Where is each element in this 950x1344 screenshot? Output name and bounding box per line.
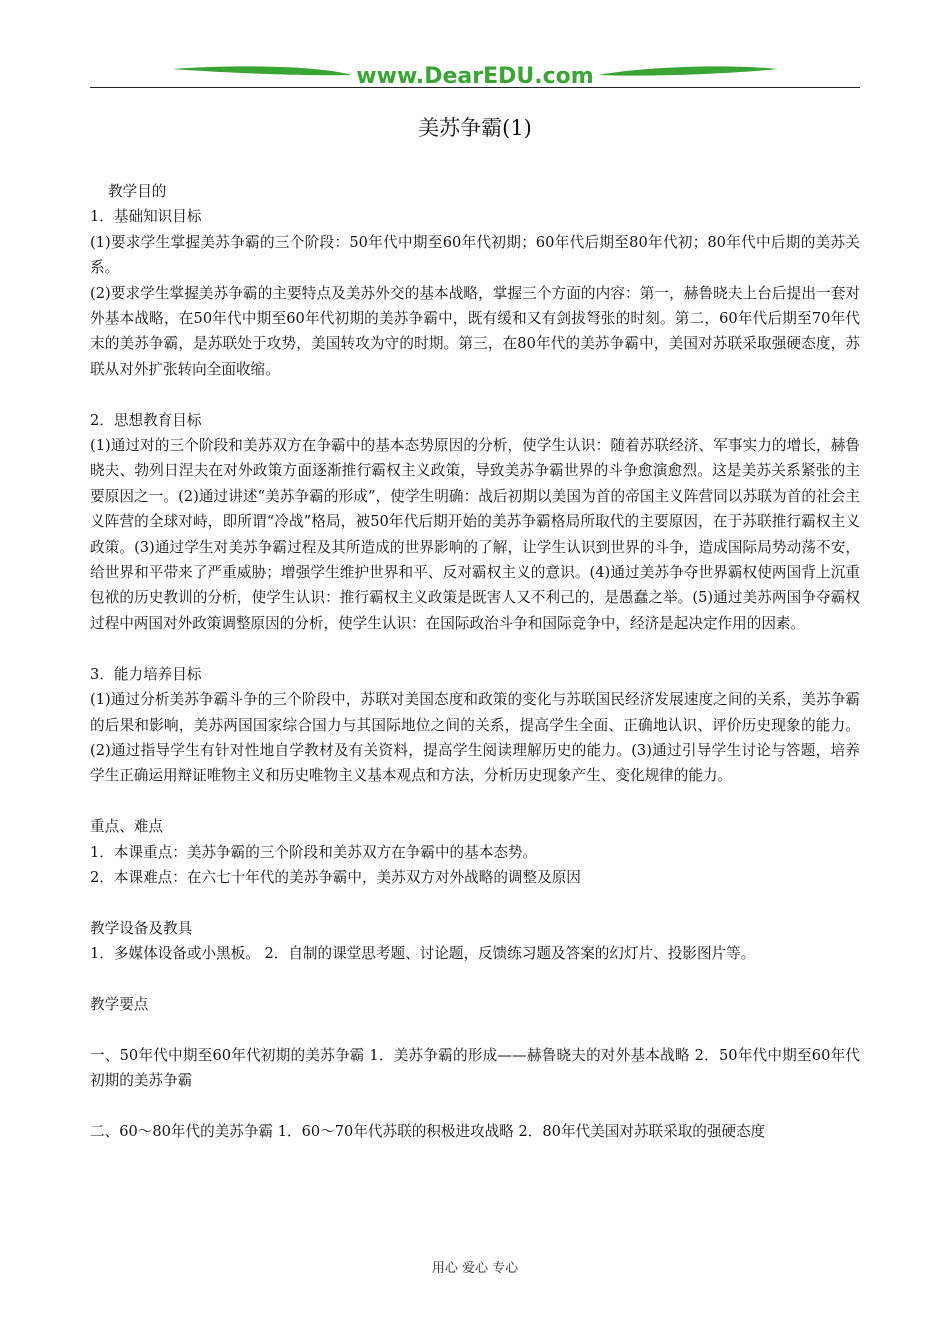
page-title: 美苏争霸(1) — [418, 116, 532, 140]
ideology-paragraph: (1)通过对的三个阶段和美苏双方在争霸中的基本态势原因的分析，使学生认识：随着苏联经济、军事实力的增长，赫鲁晓夫、勃列日涅夫在对外政策方面逐渐推行霸权主义政策，导致美苏争霸世界的斗争愈演愈烈。这是美苏关系紧张的主要原因之一。(2)通过讲述“美苏争霸的形成”，使学生明确：战后初期以美国为首的帝国主义阵营同以苏联为首的社会主义阵营的全球对峙，即所谓“冷战”格局，被50年代后期开始的美苏争霸格局所取代的主要原因，在于苏联推行霸权主义政策。(3)通过学生对美苏争霸过程及其所造成的世界影响的了解，让学生认识到世界的斗争，造成国际局势动荡不安，给世界和平带来了严重威胁；增强学生维护世界和平、反对霸权主义的意识。(4)通过美苏争夺世界霸权使两国背上沉重包袱的历史教训的分析，使学生认识：推行霸权主义政策是既害人又不利己的，是愚蠢之举。(5)通过美苏两国争夺霸权过程中两国对外政策调整原因的分析，使学生认识：在国际政治斗争和国际竞争中，经济是起决定作用的因素。 — [90, 437, 860, 632]
ability-heading: 3．能力培养目标 — [90, 665, 202, 683]
ideology-heading: 2．思想教育目标 — [90, 411, 202, 429]
teaching-points-heading: 教学要点 — [90, 995, 149, 1013]
knowledge-paragraph-1: (1)要求学生掌握美苏争霸的三个阶段：50年代中期至60年代初期；60年代后期至80年代初；80年代中后期的美苏关系。 — [90, 233, 860, 277]
key-point-item: 2．本课难点：在六七十年代的美苏争霸中，美苏双方对外战略的调整及原因 — [90, 868, 581, 886]
key-point-item: 1．本课重点：美苏争霸的三个阶段和美苏双方在争霸中的基本态势。 — [90, 843, 538, 861]
equipment-heading: 教学设备及教具 — [90, 919, 193, 937]
teaching-point-item: 一、50年代中期至60年代初期的美苏争霸 1．美苏争霸的形成——赫鲁晓夫的对外基本战略 2．50年代中期至60年代初期的美苏争霸 — [90, 1046, 860, 1090]
equipment-text: 1．多媒体设备或小黑板。 2．自制的课堂思考题、讨论题，反馈练习题及答案的幻灯片、投影图片等。 — [90, 945, 756, 963]
ability-paragraph: (1)通过分析美苏争霸斗争的三个阶段中，苏联对美国态度和政策的变化与苏联国民经济发展速度之间的关系，美苏争霸的后果和影响，美苏两国国家综合国力与其国际地位之间的关系，提高学生全面、正确地认识、评价历史现象的能力。(2)通过指导学生有针对性地自学教材及有关资料，提高学生阅读理解历史的能力。(3)通过引导学生讨论与答题，培养学生正确运用辩证唯物主义和历史唯物主义基本观点和方法，分析历史现象产生、变化规律的能力。 — [90, 691, 860, 785]
document-body — [90, 179, 860, 1144]
site-banner — [90, 60, 860, 90]
teaching-point-item: 二、60～80年代的美苏争霸 1．60～70年代苏联的积极进攻战略 2．80年代美国对苏联采取的强硬态度 — [90, 1122, 766, 1140]
banner-graphic — [90, 60, 860, 90]
right-leaf-swoosh — [598, 66, 778, 75]
left-leaf-swoosh — [172, 66, 352, 75]
key-points-heading: 重点、难点 — [90, 818, 163, 836]
objectives-heading: 教学目的 — [108, 183, 167, 200]
page-footer: 用心 爱心 专心 — [431, 1261, 519, 1276]
header-divider — [90, 87, 860, 88]
site-url: www.DearEDU.com — [356, 64, 594, 89]
knowledge-heading: 1．基础知识目标 — [90, 208, 202, 226]
knowledge-paragraph-2: (2)要求学生掌握美苏争霸的主要特点及美苏外交的基本战略，掌握三个方面的内容：第一，赫鲁晓夫上台后提出一套对外基本战略，在50年代中期至60年代初期的美苏争霸中，既有缓和又有剑拔弩张的时刻。第二，60年代后期至70年代末的美苏争霸，是苏联处于攻势，美国转攻为守的时期。第三，在80年代的美苏争霸中，美国对苏联采取强硬态度，苏联从对外扩张转向全面收缩。 — [90, 284, 860, 378]
